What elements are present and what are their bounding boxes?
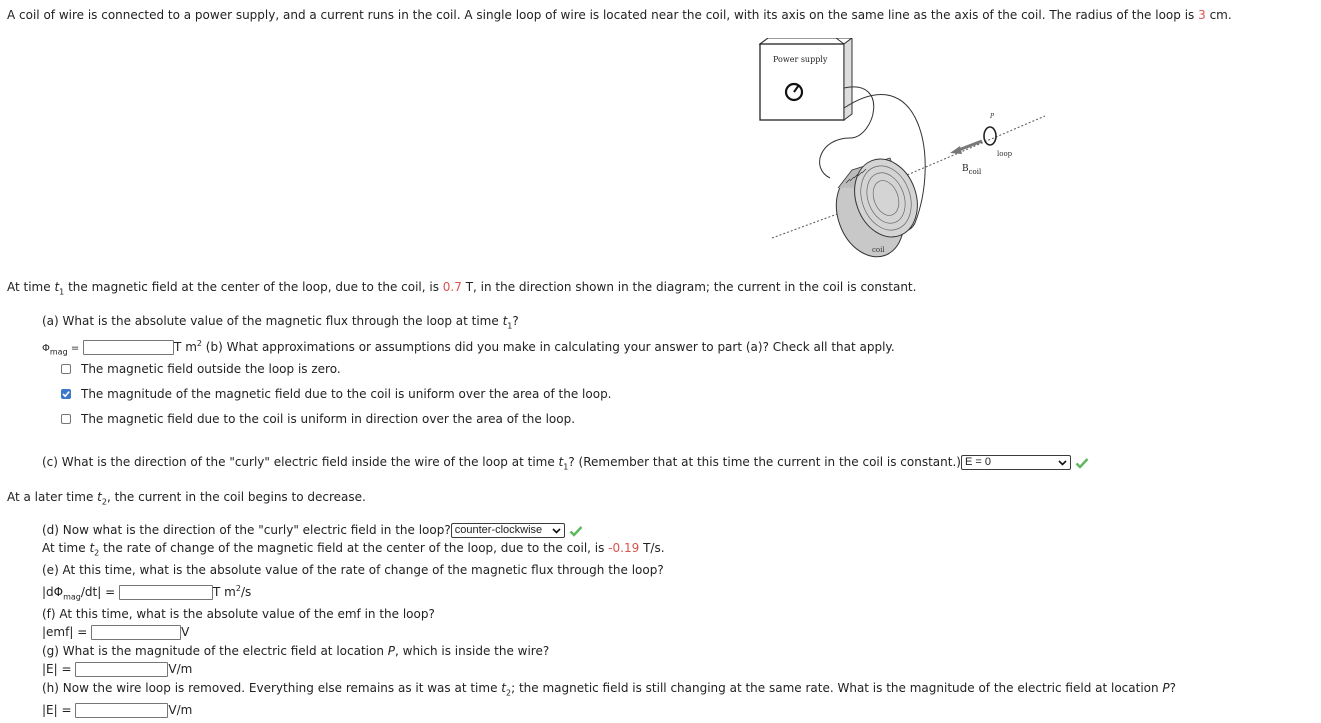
option-1-label: The magnetic field outside the loop is zero.	[81, 362, 341, 376]
part-c-row: (c) What is the direction of the "curly" electric field inside the wire of the loop at time $t_1$? (Remember that at this time the current in the coil is constant.) E = 0	[42, 455, 1089, 471]
dphi-input[interactable]	[119, 585, 213, 600]
part-e-question: (e) At this time, what is the absolute value of the rate of change of the magnetic flux through the loop?	[42, 563, 664, 577]
chevron-down-icon	[1058, 458, 1067, 467]
e-magnitude-label-h: |E| =	[42, 703, 72, 717]
t1-statement: At time $t_1$ the magnetic field at the center of the loop, due to the coil, is 0.7 T, in the direction shown in the diagram; the current in the coil is constant.	[7, 280, 917, 297]
part-e-answer-row	[42, 584, 251, 601]
dphi-label: $|d\Phi_{mag}/dt|$ =	[42, 585, 116, 602]
correct-check-icon	[569, 525, 583, 537]
part-h-question: (h) Now the wire loop is removed. Everything else remains as it was at time $t_2$; the magnetic field is still changing at the same rate. What is the magnitude of the electric field at location P?	[42, 681, 1177, 698]
flux-unit: T $m^2$	[174, 339, 202, 354]
bcoil-label: $B_{coil}$	[962, 164, 982, 176]
dphi-unit: T $m^2/s$	[213, 584, 252, 599]
emf-input[interactable]	[91, 625, 181, 640]
option-3-checkbox[interactable]	[61, 414, 71, 424]
option-1-checkbox[interactable]	[61, 364, 71, 374]
option-2-checkbox[interactable]	[61, 389, 71, 399]
flux-input[interactable]	[83, 340, 174, 355]
coil	[825, 150, 928, 260]
power-supply-label: Power supply	[773, 55, 828, 64]
e-field-unit-g: V/m	[168, 662, 193, 676]
correct-check-icon	[1075, 457, 1089, 469]
intro-text: A coil of wire is connected to a power supply, and a current runs in the coil. A single loop of wire is located near the coil, with its axis on the same line as the axis of the coil. The radius of the loop is 3 cm.	[7, 8, 1232, 22]
radius-value: 3	[1198, 8, 1206, 22]
part-f-answer-row	[42, 625, 189, 640]
e-field-unit-h: V/m	[168, 703, 193, 717]
option-3-label: The magnetic field due to the coil is uniform in direction over the area of the loop.	[81, 412, 576, 426]
part-d-row: (d) Now what is the direction of the "curly" electric field in the loop? counter-clockwise	[42, 523, 583, 538]
p-label: P	[990, 113, 995, 120]
loop-label: loop	[997, 150, 1013, 158]
later-time-text: At a later time $t_2$, the current in the coil begins to decrease.	[7, 490, 366, 507]
t2-statement: At time $t_2$ the rate of change of the magnetic field at the center of the loop, due to the coil, is -0.19 T/s.	[42, 541, 665, 558]
phi-mag-label: $\Phi_{mag}$ =	[42, 343, 80, 357]
rate-value: -0.19	[608, 541, 640, 555]
coil-label: coil	[872, 246, 885, 254]
emf-unit: V	[181, 625, 190, 639]
e-field-input-g[interactable]	[75, 662, 168, 677]
part-a-answer-row	[42, 339, 895, 356]
e-magnitude-label-g: |E| =	[42, 662, 72, 676]
emf-label: |emf| =	[42, 625, 88, 639]
option-2-label: The magnitude of the magnetic field due to the coil is uniform over the area of the loop.	[81, 387, 612, 401]
e-field-input-h[interactable]	[75, 703, 168, 718]
part-c-select[interactable]: E = 0	[961, 455, 1071, 470]
part-g-question: (g) What is the magnitude of the electric field at location P, which is inside the wire?	[42, 644, 550, 658]
axis-line-left	[772, 213, 840, 238]
part-a-question: (a) What is the absolute value of the magnetic flux through the loop at time $t_1$?	[42, 314, 519, 331]
chevron-down-icon	[552, 526, 561, 535]
part-d-select[interactable]: counter-clockwise	[451, 523, 565, 538]
part-f-question: (f) At this time, what is the absolute value of the emf in the loop?	[42, 607, 435, 621]
power-supply-box	[760, 38, 852, 120]
part-h-answer-row	[42, 703, 192, 718]
field-value: 0.7	[442, 280, 462, 294]
wire-loop	[984, 127, 996, 145]
part-b-question: (b) What approximations or assumptions did you make in calculating your answer to part (a)? Check all that apply.	[201, 340, 895, 354]
coil-loop-diagram	[740, 38, 1060, 260]
part-g-answer-row	[42, 662, 192, 677]
